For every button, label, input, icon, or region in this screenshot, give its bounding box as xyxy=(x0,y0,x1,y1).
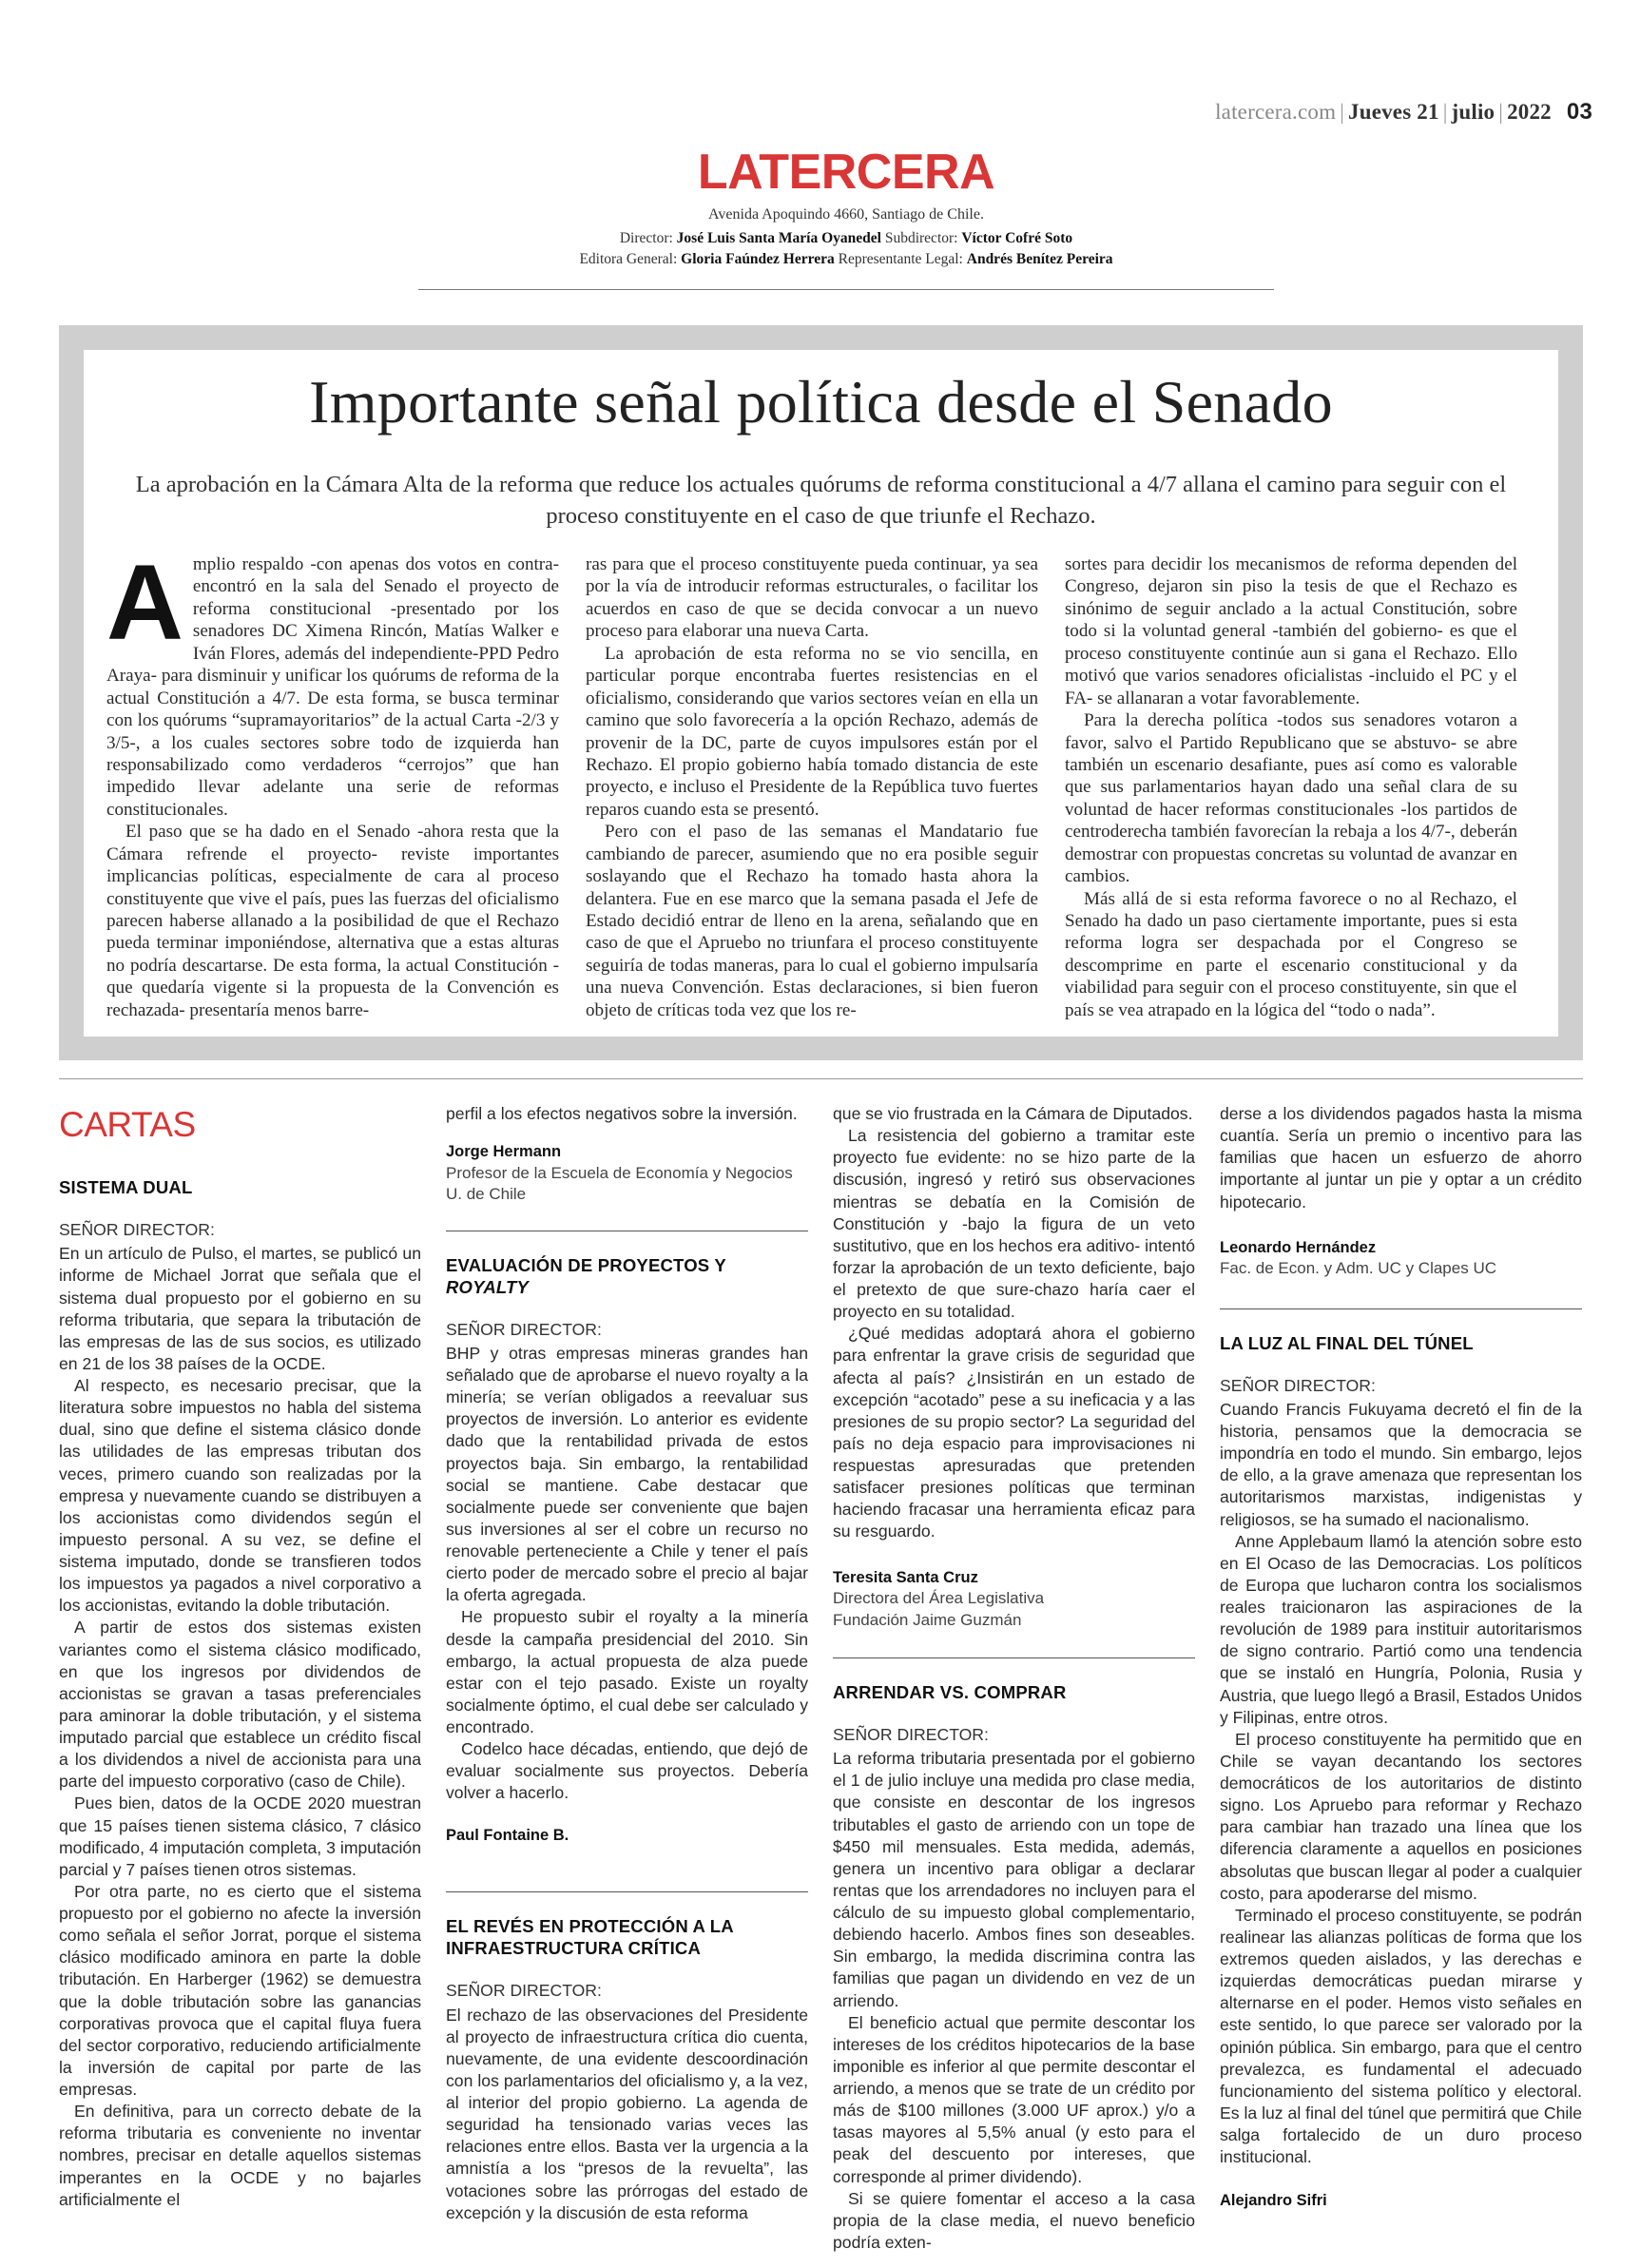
letter-affiliation: Fac. de Econ. y Adm. UC y Clapes UC xyxy=(1220,1259,1496,1278)
letter-paragraph: perfil a los efectos negativos sobre la inversión. xyxy=(446,1104,798,1123)
letter-divider xyxy=(1220,1308,1582,1309)
letter-signature: Paul Fontaine B. xyxy=(446,1826,569,1844)
letter-paragraph: A partir de estos dos sistemas existen variantes como el sistema clásico modificado, en que los ingresos por dividendos de accionistas se gravan a tasas preferenciales para aminorar la doble tributación, y el sistema imputado parcial que establece un crédito fiscal a los dividendos a nivel de accionista para una parte del impuesto corporativo (caso de Chile). xyxy=(59,1618,421,1792)
letter-paragraph: Anne Applebaum llamó la atención sobre esto en El Ocaso de las Democracias. Los políticos de Europa que lucharon contra los socialismos reales traicionaron las aspiraciones de la revolución de 1989 para instituir autoritarismos de signo contrario. Partió como una tendencia que se instaló en Hungría, Polonia, Rusia y Austria, que luego llegó a Brasil, Estados Unidos y Filipinas, entre otros. xyxy=(1220,1531,1582,1727)
letter-paragraph: Al respecto, es necesario precisar, que la literatura sobre impuestos no habla del sistema dual, sino que define el sistema clásico donde las utilidades de las empresas tributan dos veces, primero cuando son realizadas por la empresa y nuevamente cuando se distribuyen a los accionistas como dividendos según el impuesto personal. A su vez, se define el sistema imputado, donde se transfieren todos los impuestos ya pagados a nivel corporativo a los accionistas, evitando la doble tributación. xyxy=(59,1376,421,1616)
masthead-rule xyxy=(418,289,1274,290)
editorial-paragraph: Amplio respaldo -con apenas dos votos en contra- encontró en la sala del Senado el proyecto de reforma constitucional -presentado por los senadores DC Ximena Rincón, Matías Walker e Iván Flores, además del independiente-PPD Pedro Araya- para disminuir y unificar los quórums de reforma de la actual Constitución a 4/7. De esta forma, se busca terminar con los quórums “supramayoritarios” de la actual Carta -2/3 y 3/5-, a los cuales sectores sobre todo de izquierda han responsabilizado como verdaderos “cerrojos” que han impedido llevar adelante una serie de reformas constitucionales. xyxy=(106,543,559,820)
editorial-paragraph: Más allá de si esta reforma favorece o no al Rechazo, el Senado ha dado un paso ciertamente importante, pues si esta reforma logra ser despachada por el Congreso se descomprime en parte el escenario constitucional y da viabilidad para seguir con el proceso constituyente, sin que el país se vea atrapado en la lógica del “todo o nada”. xyxy=(1065,888,1517,1020)
section-title: CARTAS xyxy=(59,1105,196,1144)
date-year: 2022 xyxy=(1507,100,1552,124)
editorial-column-1 xyxy=(106,543,559,1027)
letter-paragraph: La resistencia del gobierno a tramitar este proyecto fue evidente: no se hizo parte de la discusión, ingresó y retiró sus observaciones mientras se debatía en la Comisión de Constitución y -bajo la figura de un veto sustitutivo, que en los hechos era aditivo- intentó forzar la aprobación de un texto deficiente, bajo el pretexto de que sure-chazo haría caer el proyecto en su totalidad. xyxy=(833,1126,1195,1322)
letter-paragraph: que se vio frustrada en la Cámara de Diputados. xyxy=(833,1104,1193,1123)
letter-divider xyxy=(446,1891,808,1892)
letter-title: EVALUACIÓN DE PROYECTOS Y ROYALTY xyxy=(446,1254,726,1297)
editorial-title: Importante señal política desde el Senado xyxy=(309,368,1333,436)
cartas-column-1 xyxy=(59,1103,421,2235)
letter-paragraph: derse a los dividendos pagados hasta la misma cuantía. Sería un premio o incentivo para las familias que hacen un esfuerzo de ahorro importante al juntar un pie y optar a un crédito hipotecario. xyxy=(1220,1104,1582,1212)
cartas-column-4 xyxy=(1220,1103,1582,2235)
editorial-paragraph: El paso que se ha dado en el Senado -ahora resta que la Cámara refrende el proyecto- reviste importantes implicancias políticas, especialmente de cara al proceso constituyente que vive el país, pues las fuerzas del oficialismo parecen haberse allanado a la posibilidad de que el Rechazo pueda terminar imponiéndose, alternativa que a estas alturas no podría descartarse. De esta forma, la actual Constitución -que quedaría vigente si la propuesta de la Convención es rechazada- presentaría menos barre- xyxy=(106,822,559,1020)
letter-title: LA LUZ AL FINAL DEL TÚNEL xyxy=(1220,1332,1474,1353)
masthead-staff: Director: José Luis Santa María Oyanedel Subdirector: Víctor Cofré Soto Editora General: Gloria Faúndez Herrera Representante Legal: Andrés Benítez Pereira xyxy=(579,230,1113,267)
letter-affiliation: Fundación Jaime Guzmán xyxy=(833,1610,1022,1629)
editorial-paragraph: Para la derecha política -todos sus senadores votaron a favor, salvo el Partido Republicano que se abstuvo- se abre también un escenario desafiante, pues así como es valorable que sus parlamentarios hayan dado una señal clara de su voluntad de hacer reformas constitucionales -los partidos de centroderecha también favorecían la rebaja a los 4/7-, deberán demostrar con propuestas concretas su voluntad de avanzar en cambios. xyxy=(1065,710,1517,887)
date-month: julio xyxy=(1451,100,1495,124)
date-day: Jueves 21 xyxy=(1348,100,1439,124)
letter-signature: Alejandro Sifri xyxy=(1220,2192,1327,2210)
editorial-paragraph: ras para que el proceso constituyente pueda continuar, ya sea por la vía de introducir reformas estructurales, o facilitar los acuerdos en caso de que se decida convocar a un nuevo proceso para elaborar una nueva Carta. xyxy=(586,554,1038,642)
drop-cap: A xyxy=(106,543,183,662)
letter-salutation: SEÑOR DIRECTOR: xyxy=(1220,1375,1376,1395)
letter-paragraph: He propuesto subir el royalty a la minería desde la campaña presidencial del 2010. Sin embargo, la actual propuesta de alza puede estar con el tejo pasado. Existe un royalty socialmente óptimo, el cual debe ser calculado y encontrado. xyxy=(446,1607,808,1736)
letter-paragraph: ¿Qué medidas adoptará ahora el gobierno para enfrentar la grave crisis de seguridad que afecta al país? ¿Insistirán en un estado de excepción “acotado” pese a su ineficacia y a las presiones de su propio sector? La seguridad del país no deja espacio para improvisaciones ni respuestas apresuradas que pretenden satisfacer presiones políticas que terminan haciendo fracasar una herramienta eficaz para su resguardo. xyxy=(833,1324,1195,1541)
letter-paragraph: La reforma tributaria presentada por el gobierno el 1 de julio incluye una medida pro clase media, que consiste en descontar de los ingresos tributables el gasto de arriendo con un tope de $450 mil mensuales. Esta medida, además, genera un incentivo para obligar a declarar rentas que los arrendadores no incluyen para el cálculo de su impuesto global complementario, debiendo hacerlo. Ambos fines son deseables. Sin embargo, la medida discrimina contra las familias que pagan un dividendo en vez de un arriendo. xyxy=(833,1749,1195,2010)
letter-affiliation: U. de Chile xyxy=(446,1185,527,1204)
cartas-rule xyxy=(59,1078,1583,1079)
editorial-paragraph: Pero con el paso de las semanas el Mandatario fue cambiando de parecer, asumiendo que no era posible seguir soslayando que el Rechazo ha tomado hasta ahora la delantera. Fue en ese marco que la semana pasada el Jefe de Estado decidió entrar de lleno en la arena, señalando que en caso de que el Apruebo no triunfara el proceso constituyente seguiría de todas maneras, para lo cual el gobierno impulsaría una nueva Convención. Estas declaraciones, si bien fueron objeto de críticas toda vez que los re- xyxy=(586,822,1038,1020)
letter-paragraph: El beneficio actual que permite descontar los intereses de los créditos hipotecarios de la base imponible es inferior al que permite descontar el arriendo, a menos que se trate de un crédito por más de $100 millones (3.000 UF aprox.) y/o a tasas mayores al 5,5% anual (y esto para el peak del descuento por intereses, que corresponde al primer dividendo). xyxy=(833,2012,1195,2186)
page-folio: latercera.com | Jueves 21 | julio | 2022 03 xyxy=(1215,99,1592,125)
letter-salutation: SEÑOR DIRECTOR: xyxy=(446,1981,602,2001)
editorial-paragraph: La aprobación de esta reforma no se vio sencilla, en particular porque encontraba fuertes resistencias en el oficialismo, considerando que varios sectores veían en ella un camino que solo favorecería a la opción Rechazo, además de provenir de la DC, parte de cuyos impulsores están por el Rechazo. El propio gobierno había tomado distancia de este proyecto, e incluso el Presidente de la República tuvo fuertes reparos cuando esta se presentó. xyxy=(586,643,1038,820)
letter-divider xyxy=(833,1657,1195,1658)
letter-paragraph: Por otra parte, no es cierto que el sistema propuesto por el gobierno no afecte la inversión como señala el señor Jorrat, porque el sistema clásico modificado aminora en parte la doble tributación. En Harberger (1962) se demuestra que la doble tributación sobre las ganancias corporativas provoca que el capital fluya fuera del sector corporativo, reduciendo artificialmente la inversión de capital por parte de las empresas. xyxy=(59,1881,421,2099)
letter-paragraph: En un artículo de Pulso, el martes, se publicó un informe de Michael Jorrat que señala que el sistema dual propuesto por el gobierno en su reforma tributaria, que separa la tributación de las empresas de las de sus socios, es utilizado en 21 de los 38 países de la OCDE. xyxy=(59,1244,421,1373)
editorial-body xyxy=(106,543,1518,1027)
letter-salutation: SEÑOR DIRECTOR: xyxy=(59,1220,215,1240)
letter-paragraph: Pues bien, datos de la OCDE 2020 muestran que 15 países tienen sistema clásico, 7 clásico modificado, 4 imputación completa, 3 imputación parcial y 7 países tienen otros sistemas. xyxy=(59,1793,421,1879)
editorial-paragraph: sortes para decidir los mecanismos de reforma dependen del Congreso, dejaron sin piso la tesis de que el Rechazo es sinónimo de seguir anclado a la actual Constitución, sobre todo si la voluntad general -también del gobierno- es que el proceso constituyente continúe aun si gana el Rechazo. Ello motivó que varios senadores oficialistas -incluido el PC y el FA- se allanaran a votar favorablemente. xyxy=(1065,554,1517,708)
letter-paragraph: El proceso constituyente ha permitido que en Chile se vayan decantando los sectores democráticos de los autoritarios de distinto signo. Los Apruebo para reformar y Rechazo para cambiar han trazado una línea que los diferencia claramente a aquellos en posiciones absolutas que buscan llegar al poder a cualquier costo, para apoderarse del mismo. xyxy=(1220,1729,1582,1903)
letter-title: SISTEMA DUAL xyxy=(59,1177,193,1197)
letter-signature: Leonardo Hernández xyxy=(1220,1238,1377,1256)
letter-salutation: SEÑOR DIRECTOR: xyxy=(446,1319,602,1339)
cartas-column-3 xyxy=(833,1103,1195,2252)
letter-title: ARRENDAR VS. COMPRAR xyxy=(833,1681,1067,1702)
editorial-lead: La aprobación en la Cámara Alta de la reforma que reduce los actuales quórums de reforma constitucional a 4/7 allana el camino para seguir con el proceso constituyente en el caso de que triunfe el Rechazo. xyxy=(135,472,1507,529)
cartas-section xyxy=(59,1103,1583,2252)
letter-signature: Teresita Santa Cruz xyxy=(833,1568,978,1586)
masthead-address: Avenida Apoquindo 4660, Santiago de Chile. xyxy=(708,206,984,223)
editorial-column-3 xyxy=(1065,553,1517,1027)
letter-paragraph: BHP y otras empresas mineras grandes han señalado que de aprobarse el nuevo royalty a la minería; se verían obligados a reevaluar sus proyectos de inversión. Lo anterior es evidente dado que la rentabilidad privada de estos proyectos baja. Sin embargo, la rentabilidad social se mantiene. Cabe destacar que socialmente puede ser conveniente que bajen sus inversiones al ser el cobre un recurso no renovable perteneciente a Chile y tener el país cierto poder de mercado sobre el precio al bajar la oferta agregada. xyxy=(446,1343,808,1605)
letter-paragraph: Terminado el proceso constituyente, se podrán realinear las alianzas políticas de forma que los extremos queden aislados, y las derechas e izquierdas democráticas puedan mirarse y alternarse en el poder. Hemos visto señales en este sentido, lo que parece ser valorado por la opinión pública. Sin embargo, para que el centro prevalezca, es fundamental el adecuado funcionamiento del sistema político y electoral. Es la luz al final del túnel que permitirá que Chile salga fortalecido de un duro proceso institucional. xyxy=(1220,1905,1582,2167)
newspaper-logo: LATERCERA xyxy=(697,145,995,200)
letter-paragraph: En definitiva, para un correcto debate de la reforma tributaria es conveniente no inventar nombres, precisar en detalle aquellos sistemas imperantes en la OCDE y no bajarles artificialmente el xyxy=(59,2102,421,2209)
letter-affiliation: Profesor de la Escuela de Economía y Negocios xyxy=(446,1163,793,1182)
letter-paragraph: Cuando Francis Fukuyama decretó el fin de la historia, pensamos que la democracia se impondría en todo el mundo. Sin embargo, lejos de ello, a la grave amenaza que representan los autoritarismos marxistas, indigenistas y religiosos, se ha sumado el nacionalismo. xyxy=(1220,1399,1582,1529)
page-number: 03 xyxy=(1566,99,1592,125)
site-url[interactable]: latercera.com xyxy=(1215,100,1337,124)
letter-title: EL REVÉS EN PROTECCIÓN A LA INFRAESTRUCTURA CRÍTICA xyxy=(446,1916,734,1959)
masthead xyxy=(418,147,1274,269)
letter-signature: Jorge Hermann xyxy=(446,1143,562,1161)
letter-salutation: SEÑOR DIRECTOR: xyxy=(833,1725,989,1744)
editorial-column-2 xyxy=(586,553,1038,1027)
letter-paragraph: El rechazo de las observaciones del Presidente al proyecto de infraestructura crítica dio cuenta, nuevamente, de una evidente descoordinación con los parlamentarios del oficialismo y, a la vez, al interior del propio gobierno. La agenda de seguridad ha tensionado varias veces las relaciones entre ellos. Basta ver la urgencia a la amnistía a los “presos de la revuelta”, las votaciones sobre las prórrogas del estado de excepción y la discusión de esta reforma xyxy=(446,2005,808,2222)
letter-paragraph: Si se quiere fomentar el acceso a la casa propia de la clase media, el nuevo beneficio podría exten- xyxy=(833,2188,1195,2252)
cartas-column-2 xyxy=(446,1103,808,2235)
letter-paragraph: Codelco hace décadas, entiendo, que dejó de evaluar socialmente sus proyectos. Debería volver a hacerlo. xyxy=(446,1739,808,1803)
letter-affiliation: Directora del Área Legislativa xyxy=(833,1589,1045,1608)
